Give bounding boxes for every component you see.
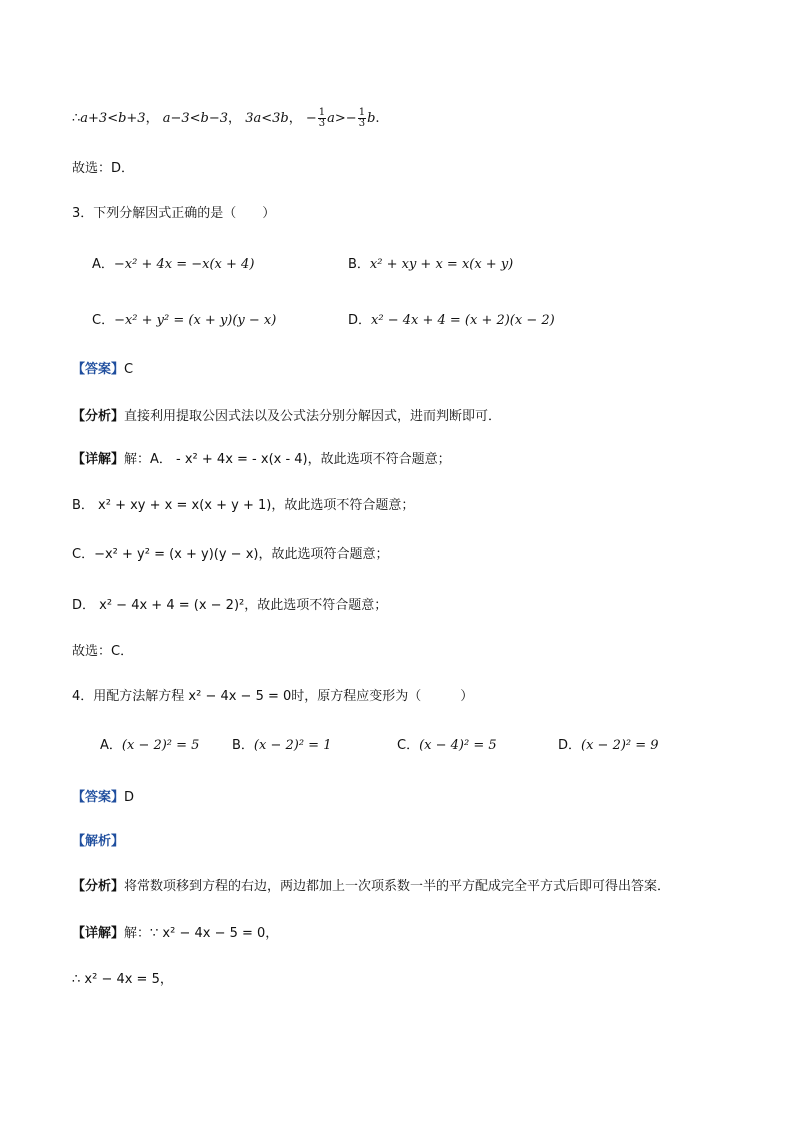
therefore-symbol: ∴ xyxy=(72,111,81,126)
option-expression: (x − 2)² = 5 xyxy=(121,738,200,753)
option-expression: (x − 2)² = 1 xyxy=(253,738,332,753)
q4-option-c xyxy=(397,737,497,755)
option-expression: (x − 2)² = 9 xyxy=(581,738,659,753)
fraction-numerator: 1 xyxy=(318,107,326,118)
option-label: D． xyxy=(348,313,372,328)
detail-text: 解：A． - x² + 4x = - x(x - 4)，故此选项不符合题意； xyxy=(124,452,451,467)
fraction-one-third-2 xyxy=(358,108,366,129)
answer-tag: 【答案】 xyxy=(72,362,125,377)
option-expression: x² + xy + x = x(x + y) xyxy=(369,257,514,272)
option-expression: −x² + y² = (x + y)(y − x) xyxy=(114,313,277,328)
inequality-1: a+3<b+3 xyxy=(80,111,146,126)
fraction-denominator: 3 xyxy=(358,118,366,129)
option-expression: x² − 4x + 4 = (x + 2)(x − 2) xyxy=(371,313,555,328)
option-label: A． xyxy=(92,257,114,272)
q4-detail-2: ∴ x² − 4x = 5， xyxy=(72,972,173,987)
q3-option-a xyxy=(92,256,254,274)
inequality-2: a−3<b−3 xyxy=(162,111,229,126)
variable-b: b xyxy=(367,111,376,126)
q3-detail-a xyxy=(72,451,451,469)
separator: ， xyxy=(288,111,302,126)
q3-option-d xyxy=(348,312,555,330)
inequality-line xyxy=(72,108,380,129)
analysis-tag: 【分析】 xyxy=(72,409,125,424)
minus-sign: − xyxy=(305,111,317,126)
option-expression: −x² + 4x = −x(x + 4) xyxy=(113,257,255,272)
q3-answer-line xyxy=(72,361,133,379)
question-3-stem: 3．下列分解因式正确的是（ ） xyxy=(72,206,276,221)
choose-d-line: 故选：D． xyxy=(72,161,135,176)
fraction-one-third xyxy=(318,108,326,129)
detail-tag: 【详解】 xyxy=(72,452,125,467)
q3-detail-d: D． x² − 4x + 4 = (x − 2)²，故此选项不符合题意； xyxy=(72,598,388,613)
q4-option-a xyxy=(100,737,199,755)
q4-option-b xyxy=(232,737,331,755)
q3-choose: 故选：C． xyxy=(72,644,134,659)
q3-analysis-line xyxy=(72,408,501,426)
separator: ， xyxy=(228,111,242,126)
period: . xyxy=(375,111,380,126)
option-label: A． xyxy=(100,738,122,753)
detail-text: 解：∵ x² − 4x − 5 = 0， xyxy=(124,926,279,941)
q4-detail-1 xyxy=(72,925,278,943)
analysis-text: 将常数项移到方程的右边，两边都加上一次项系数一半的平方配成完全平方式后即可得出答案． xyxy=(124,879,671,894)
q4-answer-line xyxy=(72,789,134,807)
answer-tag: 【答案】 xyxy=(72,790,125,805)
inequality-3: 3a<3b xyxy=(245,111,289,126)
inequality-4-left: a>− xyxy=(327,111,357,126)
q3-detail-c: C．−x² + y² = (x + y)(y − x)，故此选项符合题意； xyxy=(72,547,389,562)
separator: ， xyxy=(145,111,159,126)
option-label: B． xyxy=(232,738,254,753)
answer-value: D xyxy=(124,790,135,805)
question-4-stem: 4．用配方法解方程 x² − 4x − 5 = 0时，原方程应变形为（ ） xyxy=(72,689,474,704)
fraction-denominator: 3 xyxy=(318,118,326,129)
option-label: C． xyxy=(92,313,115,328)
q3-option-b xyxy=(348,256,513,274)
option-label: C． xyxy=(397,738,420,753)
detail-tag: 【详解】 xyxy=(72,926,125,941)
option-label: B． xyxy=(348,257,370,272)
q4-jiexi-line xyxy=(72,833,124,851)
option-expression: (x − 4)² = 5 xyxy=(419,738,497,753)
option-label: D． xyxy=(558,738,582,753)
answer-value: C xyxy=(124,362,134,377)
q4-analysis-line xyxy=(72,878,670,896)
q4-option-d xyxy=(558,737,659,755)
fraction-numerator: 1 xyxy=(358,107,366,118)
q3-option-c xyxy=(92,312,276,330)
analysis-text: 直接利用提取公因式法以及公式法分别分解因式，进而判断即可． xyxy=(124,409,502,424)
jiexi-tag: 【解析】 xyxy=(72,834,125,849)
analysis-tag: 【分析】 xyxy=(72,879,125,894)
q3-detail-b: B． x² + xy + x = x(x + y + 1)，故此选项不符合题意； xyxy=(72,498,415,513)
